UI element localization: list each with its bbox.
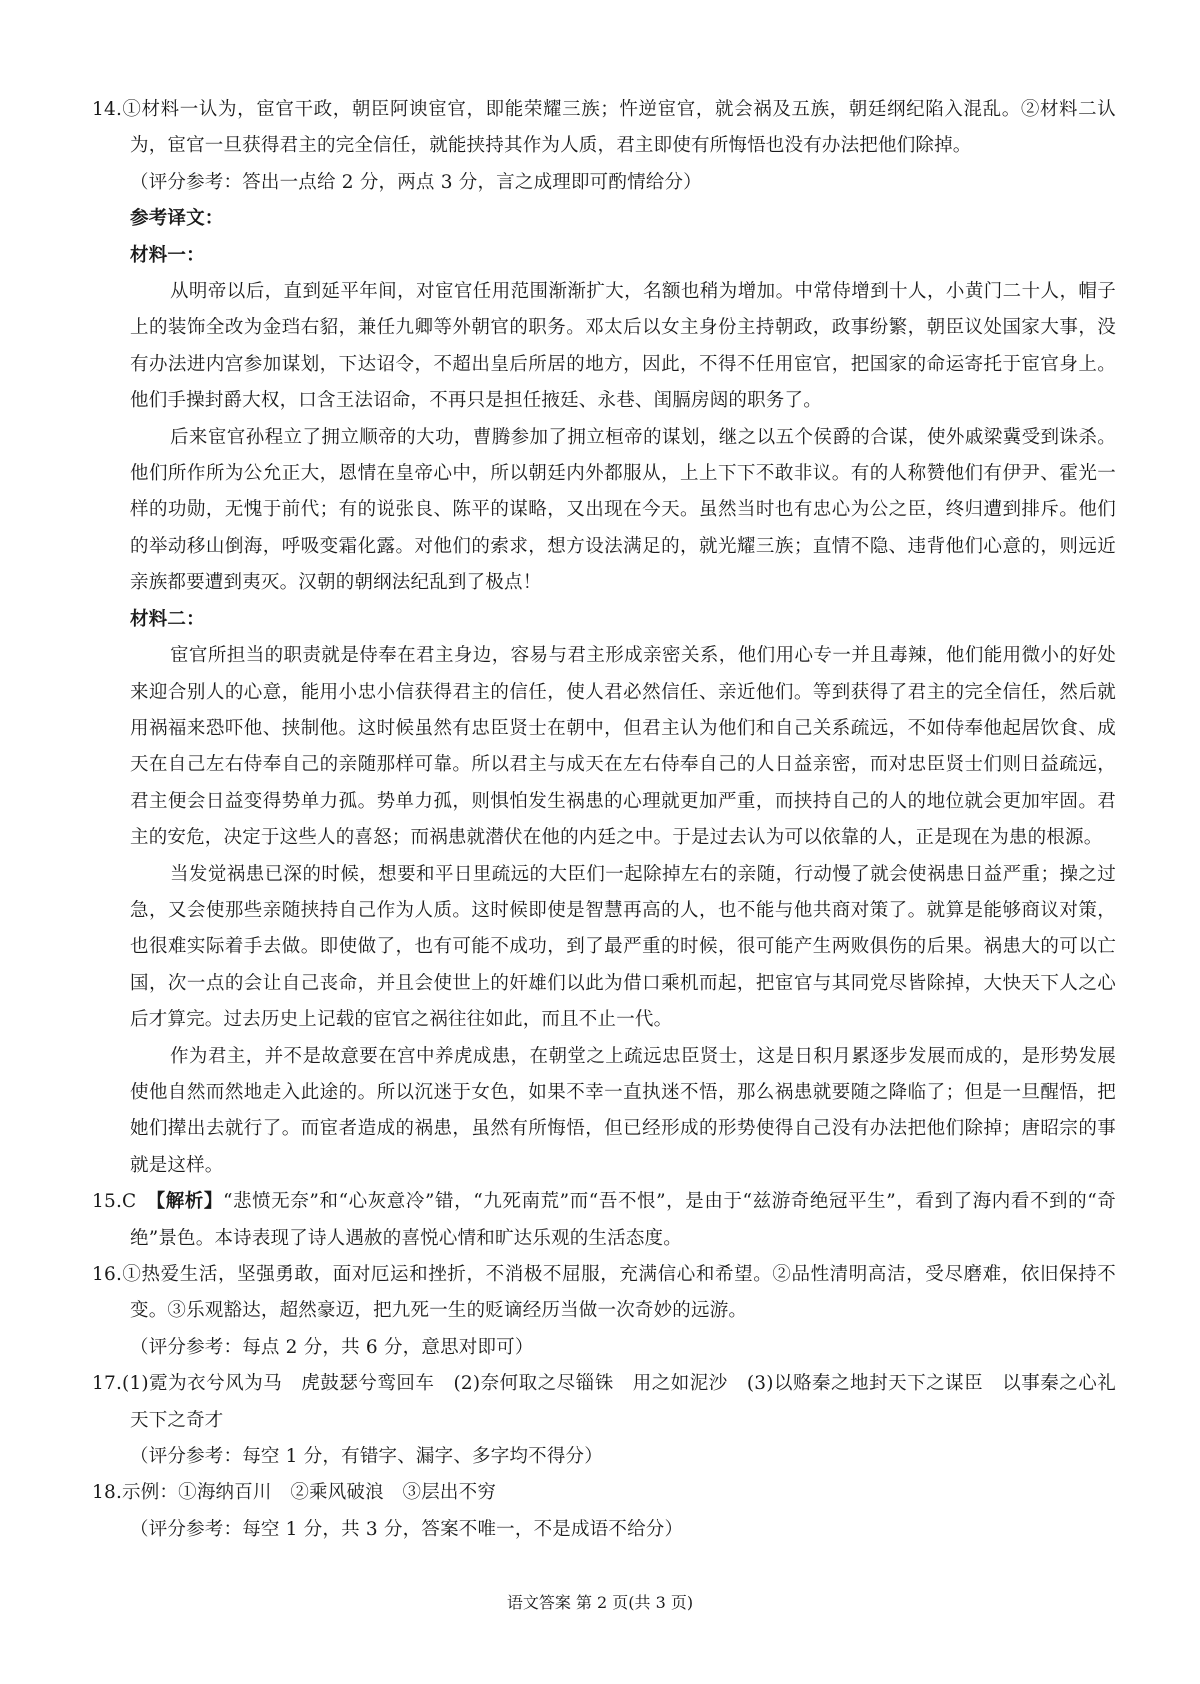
translation-heading: 参考译文： <box>130 208 224 230</box>
q15-choice: 15.C <box>92 1191 156 1213</box>
material-one-heading: 材料一： <box>130 244 205 266</box>
q15-answer <box>92 1184 1116 1257</box>
material-two-heading: 材料二： <box>130 608 205 630</box>
material-two-paragraph: 当发觉祸患已深的时候，想要和平日里疏远的大臣们一起除掉左右的亲随，行动慢了就会使祸患日益严重；操之过急，又会使那些亲随挟持自己作为人质。这时候即使是智慧再高的人，也不能与他共商对策了。就算是能够商议对策，也很难实际着手去做。即使做了，也有可能不成功，到了最严重的时候，很可能产生两败俱伤的后果。祸患大的可以亡国，次一点的会让自己丧命，并且会使世上的奸雄们以此为借口乘机而起，把宦官与其同党尽皆除掉，大快天下人之心后才算完。过去历史上记载的宦官之祸往往如此，而且不止一代。 <box>130 863 1116 1031</box>
material-two-paragraph: 作为君主，并不是故意要在宫中养虎成患，在朝堂之上疏远忠臣贤士，这是日积月累逐步发展而成的，是形势发展使他自然而然地走入此途的。所以沉迷于女色，如果不幸一直执迷不悟，那么祸患就要随之降临了；但是一旦醒悟，把她们撵出去就行了。而宦者造成的祸患，虽然有所悔悟，但已经形成的形势使得自己没有办法把他们除掉；唐昭宗的事就是这样。 <box>130 1045 1116 1176</box>
q14-answer: 14.①材料一认为，宦官干政，朝臣阿谀宦官，即能荣耀三族；忤逆宦官，就会祸及五族，朝廷纲纪陷入混乱。②材料二认为，宦官一旦获得君主的完全信任，就能挟持其作为人质，君主即使有所悔悟也没有办法把他们除掉。 <box>92 99 1116 157</box>
analysis-label: 【解析】 <box>155 1191 223 1213</box>
q18-answer: 18.示例：①海纳百川 ②乘风破浪 ③层出不穷 <box>92 1482 497 1504</box>
q15-analysis-text: “悲愤无奈”和“心灰意冷”错，“九死南荒”而“吾不恨”，是由于“兹游奇绝冠平生”，看到了海内看不到的“奇绝”景色。本诗表现了诗人遇赦的喜悦心情和旷达乐观的生活态度。 <box>130 1191 1116 1249</box>
q17-score-note: （评分参考：每空 1 分，有错字、漏字、多字均不得分） <box>130 1446 603 1468</box>
answer-sheet <box>92 92 1116 1548</box>
page-footer: 语文答案 第 2 页(共 3 页) <box>506 1593 694 1612</box>
material-one-paragraph: 从明帝以后，直到延平年间，对宦官任用范围渐渐扩大，名额也稍为增加。中常侍增到十人，小黄门二十人，帽子上的装饰全改为金珰右貂，兼任九卿等外朝官的职务。邓太后以女主身份主持朝政，政事纷繁，朝臣议处国家大事，没有办法进内宫参加谋划，下达诏令，不超出皇后所居的地方，因此，不得不任用宦官，把国家的命运寄托于宦官身上。他们手操封爵大权，口含王法诏命，不再只是担任掖廷、永巷、闺膈房闼的职务了。 <box>130 281 1116 412</box>
q14-score-note: （评分参考：答出一点给 2 分，两点 3 分，言之成理即可酌情给分） <box>130 171 702 193</box>
q16-score-note: （评分参考：每点 2 分，共 6 分，意思对即可） <box>130 1336 534 1358</box>
q17-answer: 17.(1)霓为衣兮风为马 虎鼓瑟兮鸾回车 (2)奈何取之尽锱铢 用之如泥沙 (3)以赂秦之地封天下之谋臣 以事秦之心礼天下之奇才 <box>92 1373 1116 1431</box>
material-one-paragraph: 后来宦官孙程立了拥立顺帝的大功，曹腾参加了拥立桓帝的谋划，继之以五个侯爵的合谋，使外戚梁冀受到诛杀。他们所作所为公允正大，恩情在皇帝心中，所以朝廷内外都服从，上上下下不敢非议。有的人称赞他们有伊尹、霍光一样的功勋，无愧于前代；有的说张良、陈平的谋略，又出现在今天。虽然当时也有忠心为公之臣，终归遭到排斥。他们的举动移山倒海，呼吸变霜化露。对他们的索求，想方设法满足的，就光耀三族；直情不隐、违背他们心意的，则远近亲族都要遭到夷灭。汉朝的朝纲法纪乱到了极点！ <box>130 426 1116 594</box>
material-two-paragraph: 宦官所担当的职责就是侍奉在君主身边，容易与君主形成亲密关系，他们用心专一并且毒辣，他们能用微小的好处来迎合别人的心意，能用小忠小信获得君主的信任，使人君必然信任、亲近他们。等到获得了君主的完全信任，然后就用祸福来恐吓他、挟制他。这时候虽然有忠臣贤士在朝中，但君主认为他们和自己关系疏远，不如侍奉他起居饮食、成天在自己左右侍奉自己的亲随那样可靠。所以君主与成天在左右侍奉自己的人日益亲密，而对忠臣贤士们则日益疏远，君主便会日益变得势单力孤。势单力孤，则惧怕发生祸患的心理就更加严重，而挟持自己的人的地位就会更加牢固。君主的安危，决定于这些人的喜怒；而祸患就潜伏在他的内廷之中。于是过去认为可以依靠的人，正是现在为患的根源。 <box>130 645 1116 849</box>
q16-answer: 16.①热爱生活，坚强勇敢，面对厄运和挫折，不消极不屈服，充满信心和希望。②品性清明高洁，受尽磨难，依旧保持不变。③乐观豁达，超然豪迈，把九死一生的贬谪经历当做一次奇妙的远游。 <box>92 1264 1116 1322</box>
q18-score-note: （评分参考：每空 1 分，共 3 分，答案不唯一，不是成语不给分） <box>130 1518 684 1540</box>
